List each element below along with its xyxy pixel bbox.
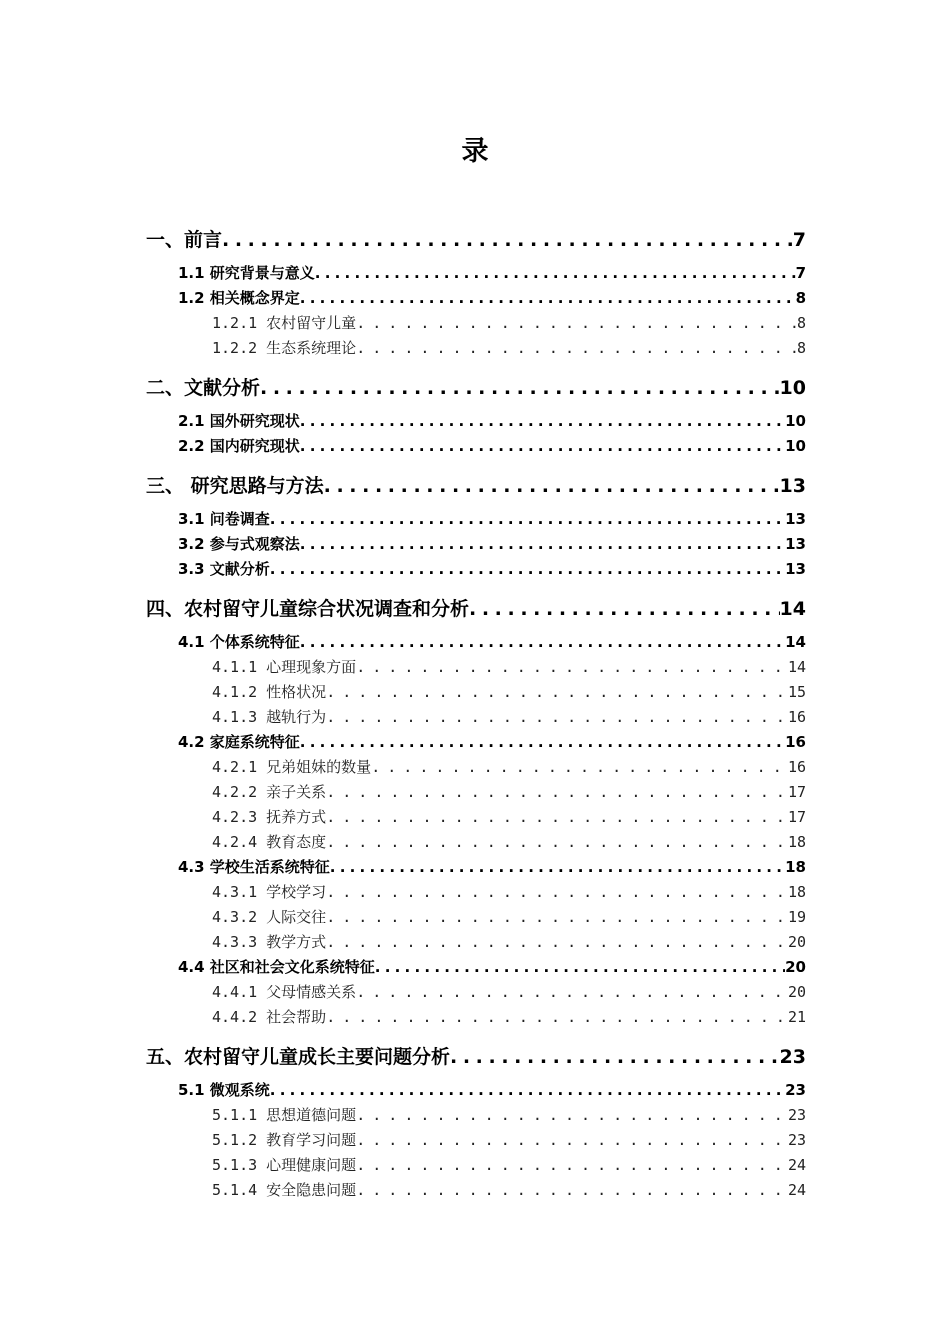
- toc-page-number: 17: [787, 783, 806, 801]
- toc-leader-dots: [356, 311, 797, 335]
- toc-entry-level-2: [178, 261, 806, 285]
- toc-leader-dots: [326, 805, 788, 829]
- toc-entry-level-2: [178, 557, 806, 581]
- toc-page-number: 8: [796, 314, 806, 332]
- toc-page-number: 18: [787, 883, 806, 901]
- toc-leader-dots: [300, 532, 785, 556]
- toc-entry-label: 4.2.2 亲子关系: [212, 783, 327, 801]
- toc-page-number: 16: [787, 708, 806, 726]
- toc-entry-label: 4.3.2 人际交往: [212, 908, 327, 926]
- toc-entry-level-3: [212, 1153, 806, 1177]
- toc-leader-dots: [300, 434, 785, 458]
- toc-entry-label: 5.1.2 教育学习问题: [212, 1131, 357, 1149]
- toc-entry-label: 5.1.1 思想道德问题: [212, 1106, 357, 1124]
- toc-entry-label: 1.2.2 生态系统理论: [212, 339, 357, 357]
- toc-entry-level-1: [146, 594, 806, 624]
- toc-page-number: 13: [785, 510, 806, 528]
- toc-entry-level-3: [212, 1178, 806, 1202]
- toc-entry-label: 4.1.3 越轨行为: [212, 708, 327, 726]
- toc-entry-label: 4.3.3 教学方式: [212, 933, 327, 951]
- toc-leader-dots: [356, 980, 788, 1004]
- toc-leader-dots: [315, 261, 796, 285]
- toc-entry-level-3: [212, 705, 806, 729]
- toc-page-number: 24: [787, 1156, 806, 1174]
- toc-leader-dots: [469, 594, 780, 624]
- toc-entry-label: 5.1.4 安全隐患问题: [212, 1181, 357, 1199]
- toc-entry-label: 五、农村留守儿童成长主要问题分析: [146, 1046, 451, 1068]
- toc-entry-level-2: [178, 532, 806, 556]
- toc-page-number: 18: [787, 833, 806, 851]
- toc-page-number: 7: [792, 229, 806, 251]
- toc-entry-level-3: [212, 336, 806, 360]
- toc-entry-level-3: [212, 1103, 806, 1127]
- toc-leader-dots: [356, 1153, 788, 1177]
- toc-page-number: 13: [785, 560, 806, 578]
- toc-page-number: 10: [779, 377, 806, 399]
- toc-entry-label: 4.2.4 教育态度: [212, 833, 327, 851]
- toc-leader-dots: [326, 880, 788, 904]
- toc-leader-dots: [324, 471, 780, 501]
- toc-entry-level-3: [212, 930, 806, 954]
- toc-leader-dots: [270, 507, 785, 531]
- toc-page-number: 13: [785, 535, 806, 553]
- toc-entry-label: 4.4.1 父母情感关系: [212, 983, 357, 1001]
- toc-leader-dots: [450, 1042, 780, 1072]
- toc-entry-label: 4.1.1 心理现象方面: [212, 658, 357, 676]
- toc-entry-level-1: [146, 225, 806, 255]
- toc-page-number: 16: [785, 733, 806, 751]
- toc-entry-label: 5.1.3 心理健康问题: [212, 1156, 357, 1174]
- toc-entry-label: 4.3 学校生活系统特征: [178, 858, 330, 876]
- toc-leader-dots: [300, 730, 785, 754]
- toc-entry-level-1: [146, 1042, 806, 1072]
- toc-entry-level-2: [178, 507, 806, 531]
- toc-page-number: 14: [787, 658, 806, 676]
- toc-entry-level-2: [178, 630, 806, 654]
- toc-entry-level-3: [212, 880, 806, 904]
- toc-leader-dots: [326, 680, 788, 704]
- toc-entry-label: 2.2 国内研究现状: [178, 437, 300, 455]
- toc-entry-label: 1.1 研究背景与意义: [178, 264, 315, 282]
- toc-page-number: 7: [795, 264, 806, 282]
- toc-page-number: 23: [787, 1106, 806, 1124]
- toc-entry-label: 1.2.1 农村留守儿童: [212, 314, 357, 332]
- toc-leader-dots: [270, 1078, 785, 1102]
- toc-leader-dots: [356, 336, 797, 360]
- toc-entry-label: 4.1 个体系统特征: [178, 633, 300, 651]
- toc-page-number: 16: [787, 758, 806, 776]
- toc-entry-level-2: [178, 434, 806, 458]
- toc-entry-level-3: [212, 805, 806, 829]
- toc-leader-dots: [270, 557, 785, 581]
- toc-entry-level-3: [212, 655, 806, 679]
- toc-page-number: 15: [787, 683, 806, 701]
- toc-entry-label: 3.2 参与式观察法: [178, 535, 300, 553]
- toc-page-number: 21: [787, 1008, 806, 1026]
- toc-entry-label: 一、前言: [146, 229, 223, 251]
- toc-leader-dots: [375, 955, 785, 979]
- toc-leader-dots: [326, 780, 788, 804]
- toc-leader-dots: [371, 755, 788, 779]
- toc-page-number: 17: [787, 808, 806, 826]
- toc-entry-label: 4.2 家庭系统特征: [178, 733, 300, 751]
- toc-page-number: 23: [787, 1131, 806, 1149]
- toc-leader-dots: [326, 705, 788, 729]
- toc-entry-level-2: [178, 1078, 806, 1102]
- toc-entry-level-2: [178, 955, 806, 979]
- toc-leader-dots: [300, 630, 785, 654]
- toc-leader-dots: [356, 1103, 788, 1127]
- toc-entry-label: 4.4.2 社会帮助: [212, 1008, 327, 1026]
- toc-entry-level-1: [146, 471, 806, 501]
- toc-page-number: 20: [787, 983, 806, 1001]
- toc-entry-level-2: [178, 409, 806, 433]
- toc-entry-label: 4.2.1 兄弟姐妹的数量: [212, 758, 372, 776]
- toc-entry-label: 3.1 问卷调查: [178, 510, 270, 528]
- toc-entry-label: 三、 研究思路与方法: [146, 475, 324, 497]
- toc-page-number: 8: [795, 289, 806, 307]
- toc-leader-dots: [330, 855, 785, 879]
- toc-entry-level-3: [212, 780, 806, 804]
- toc-page-number: 14: [785, 633, 806, 651]
- toc-entry-label: 4.4 社区和社会文化系统特征: [178, 958, 375, 976]
- toc-leader-dots: [356, 655, 788, 679]
- toc-entry-level-3: [212, 1005, 806, 1029]
- toc-page-number: 10: [785, 412, 806, 430]
- toc-entry-level-2: [178, 730, 806, 754]
- toc-page-number: 13: [779, 475, 806, 497]
- toc-leader-dots: [326, 905, 788, 929]
- toc-entry-label: 1.2 相关概念界定: [178, 289, 300, 307]
- toc-page-number: 20: [787, 933, 806, 951]
- toc-entry-label: 二、文献分析: [146, 377, 261, 399]
- toc-leader-dots: [326, 830, 788, 854]
- toc-title: 录: [461, 136, 489, 167]
- toc-leader-dots: [356, 1178, 788, 1202]
- toc-page-number: 23: [779, 1046, 806, 1068]
- toc-page-number: 23: [785, 1081, 806, 1099]
- toc-leader-dots: [326, 930, 788, 954]
- toc-entry-label: 5.1 微观系统: [178, 1081, 270, 1099]
- toc-entry-level-3: [212, 980, 806, 1004]
- toc-entry-label: 2.1 国外研究现状: [178, 412, 300, 430]
- toc-entry-level-3: [212, 680, 806, 704]
- toc-leader-dots: [300, 286, 796, 310]
- toc-entry-level-3: [212, 905, 806, 929]
- toc-entry-level-2: [178, 286, 806, 310]
- toc-leader-dots: [260, 373, 780, 403]
- toc-page-number: 19: [787, 908, 806, 926]
- toc-entry-level-1: [146, 373, 806, 403]
- toc-entry-label: 4.2.3 抚养方式: [212, 808, 327, 826]
- toc-entry-level-3: [212, 830, 806, 854]
- toc-page-number: 10: [785, 437, 806, 455]
- toc-entry-label: 四、农村留守儿童综合状况调查和分析: [146, 598, 470, 620]
- toc-entry-label: 3.3 文献分析: [178, 560, 270, 578]
- toc-page-number: 14: [779, 598, 806, 620]
- toc-leader-dots: [326, 1005, 788, 1029]
- toc-page-number: 18: [785, 858, 806, 876]
- toc-leader-dots: [356, 1128, 788, 1152]
- toc-entry-label: 4.3.1 学校学习: [212, 883, 327, 901]
- toc-leader-dots: [300, 409, 785, 433]
- toc-page-number: 8: [796, 339, 806, 357]
- toc-entry-level-3: [212, 311, 806, 335]
- toc-entry-label: 4.1.2 性格状况: [212, 683, 327, 701]
- toc-entry-level-2: [178, 855, 806, 879]
- toc-page-number: 20: [785, 958, 806, 976]
- toc-entry-level-3: [212, 755, 806, 779]
- toc-leader-dots: [222, 225, 793, 255]
- toc-page-number: 24: [787, 1181, 806, 1199]
- toc-entry-level-3: [212, 1128, 806, 1152]
